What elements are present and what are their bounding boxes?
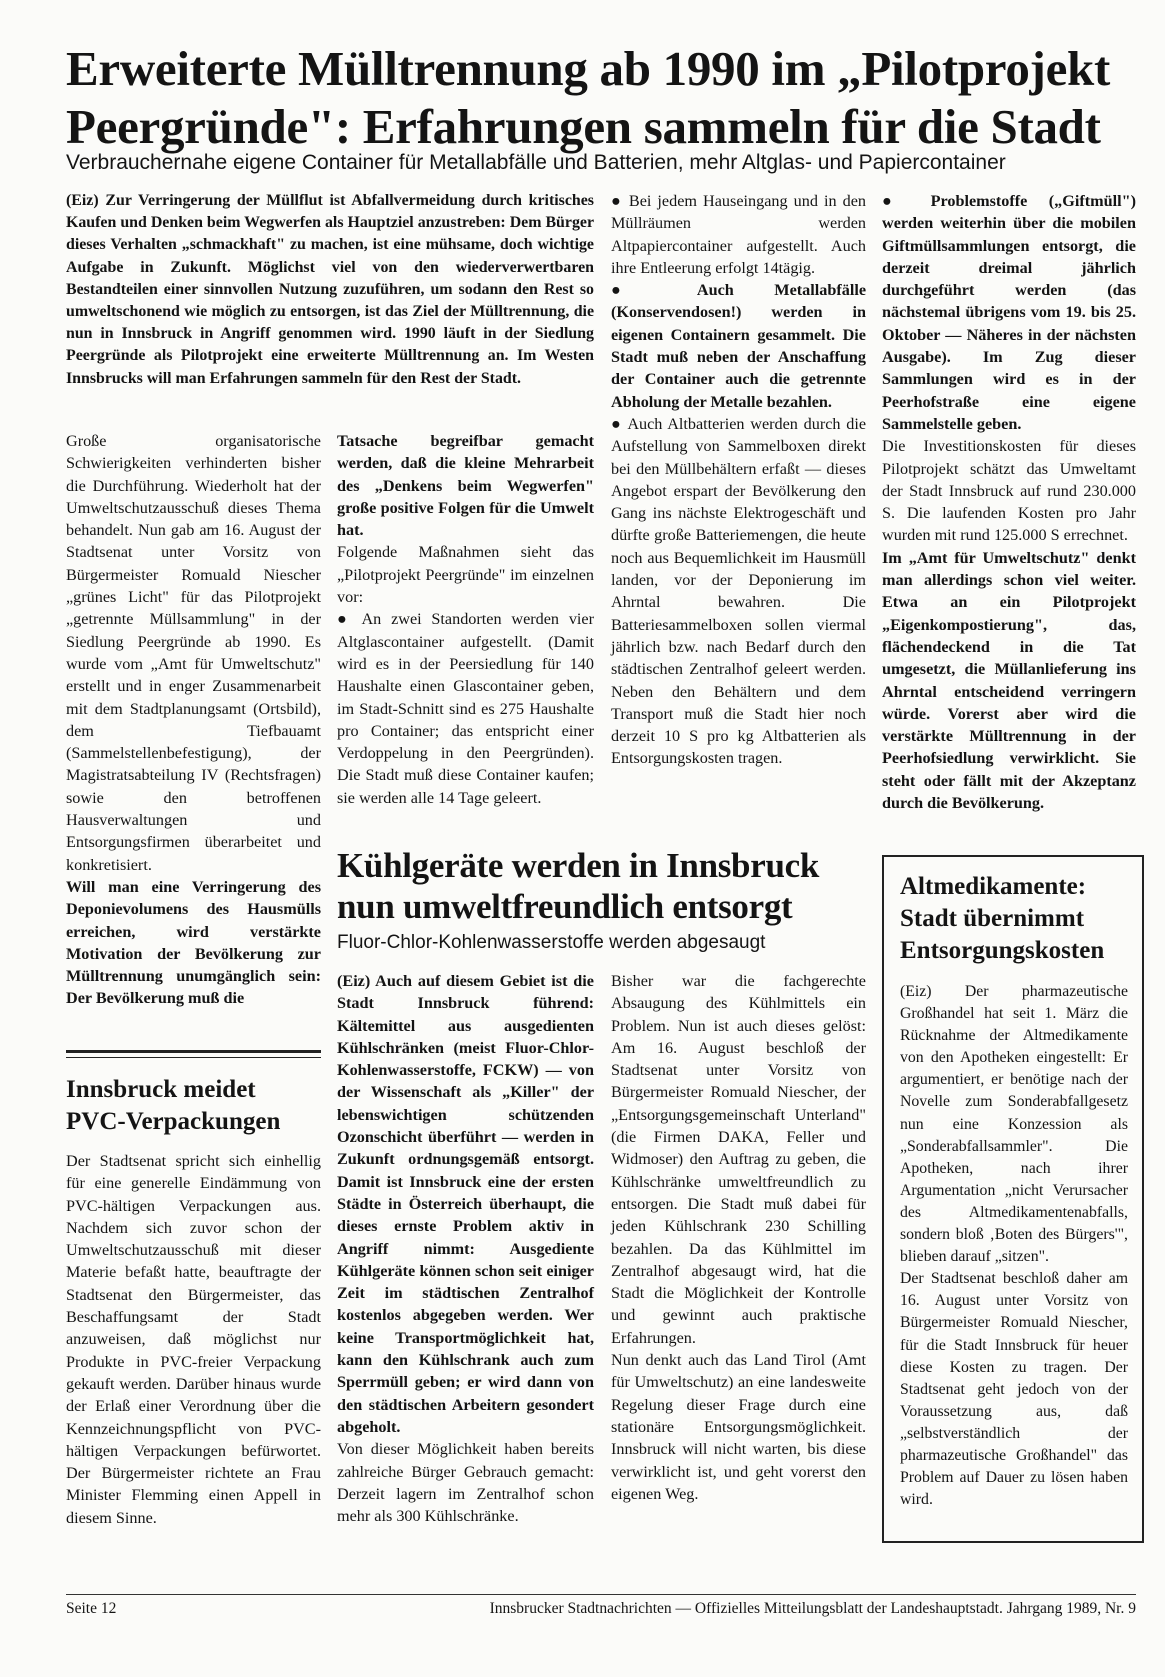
fridge-paragraph-4: Nun denkt auch das Land Tirol (Amt für Umweltschutz) an eine landesweite Regelung dieser Frage durch eine stationäre Entsorgungsmöglichkeit. Innsbruck will nicht warten, bis diese verwirklicht ist, und geht vorerst den eigenen Weg.	[611, 1351, 866, 1503]
medicine-paragraph-2: Der Stadtsenat beschloß daher am 16. August unter Vorsitz von Bürgermeister Romuald Niescher, für die Stadt Innsbruck für heuer diese Kosten zu tragen. Der Stadtsenat geht jedoch von der Voraussetzung aus, daß „selbstverständlich der pharmazeutische Großhandel" das Problem auf Dauer zu lösen haben wird.	[900, 1270, 1128, 1509]
bullet-icon: ●	[611, 281, 658, 300]
subheadline: Verbrauchernahe eigene Container für Metallabfälle und Batterien, mehr Altglas- und Papiercontainer	[66, 151, 1006, 174]
headline-line-2: Peergründe": Erfahrungen sammeln für die Stadt	[66, 99, 1101, 154]
pvc-paragraph: Der Stadtsenat spricht sich einhellig für eine generelle Eindämmung von PVC-hältigen Verpackungen aus. Nachdem sich zuvor schon der Umweltschutzausschuß mit dieser Materie befaßt hatte, beauftragte der Stadtsenat den Bürgermeister, das Beschaffungsamt der Stadt anzuweisen, daß möglichst nur Produkte in PVC-freier Verpackung gekauft werden. Darüber hinaus wurde der Erlaß einer Verordnung über die Kennzeichnungspflicht von PVC-hältigen Verpackungen befürwortet. Der Bürgermeister richtete an Frau Minister Flemming einen Appell in diesem Sinne.	[66, 1152, 321, 1527]
medicine-title: Altmedikamente: Stadt übernimmt Entsorgungskosten	[900, 873, 1105, 964]
col4-paragraph-2: Die Investitionskosten für dieses Pilotprojekt schätzt das Umweltamt der Stadt Innsbruck auf rund 230.000 S. Die laufenden Kosten pro Jahr wurden mit rund 125.000 S errechnet.	[882, 437, 1136, 545]
fridge-column-1	[337, 970, 594, 1527]
col2-paragraph-1: Tatsache begreifbar gemacht werden, daß die kleine Mehrarbeit des „Denkens beim Wegwerfen" große positive Folgen für die Umwelt hat.	[337, 432, 594, 540]
medicine-body	[900, 981, 1128, 1511]
col4-paragraph-3: Im „Amt für Umweltschutz" denkt man allerdings schon viel weiter. Etwa an ein Pilotprojekt „Eigenkompostierung", das, flächendeckend in die Tat umgesetzt, die Müllanlieferung ins Ahrntal entscheidend verringern würde. Vorerst aber wird die verstärkte Mülltrennung in der Peerhofsiedlung verwirklicht. Sie steht oder fällt mit der Akzeptanz durch die Bevölkerung.	[882, 548, 1136, 813]
fridge-paragraph-2: Von dieser Möglichkeit haben bereits zahlreiche Bürger Gebrauch gemacht: Derzeit lagern im Zentralhof schon mehr als 300 Kühlschränke.	[337, 1440, 594, 1526]
divider	[66, 1050, 321, 1053]
pvc-body	[66, 1150, 321, 1529]
divider	[66, 1057, 321, 1058]
fridge-column-2	[611, 970, 866, 1505]
fridge-paragraph-3: Bisher war die fachgerechte Absaugung des Kühlmittels ein Problem. Nun ist auch dieses gelöst: Am 16. August beschloß der Stadtsenat unter Vorsitz von Bürgermeister Romuald Niescher, der „Entsorgungsgemeinschaft Unterland" (die Firmen DAKA, Feller und Widmoser) den Auftrag zu geben, die Kühlschränke umweltfreundlich zu entsorgen. Die Stadt muß dabei für jeden Kühlschrank 230 Schilling bezahlen. Da das Kühlmittel im Zentralhof abgesaugt wird, hat die Stadt die Möglichkeit der Kontrolle und gewinnt auch praktische Erfahrungen.	[611, 972, 866, 1347]
page-number: Seite 12	[66, 1600, 117, 1617]
column-4	[882, 190, 1136, 814]
page-footer	[66, 1594, 1136, 1619]
col1-paragraph-1: Große organisatorische Schwierigkeiten verhinderten bisher die Durchführung. Wiederholt hat der Umweltschutzausschuß dieses Thema behandelt. Nun gab am 16. August der Stadtsenat unter Vorsitz von Bürgermeister Romuald Niescher „grünes Licht" für das Pilotprojekt „getrennte Müllsammlung" in der Siedlung Peergründe ab 1990. Es wurde vom „Amt für Umweltschutz" erstellt und in enger Zusammenarbeit mit dem Stadtplanungsamt (Ortsbild), dem Tiefbauamt (Sammelstellenbefestigung), der Magistratsabteilung IV (Rechtsfragen) sowie den betroffenen Hausverwaltungen und Entsorgungsfirmen überarbeitet und konkretisiert.	[66, 432, 321, 874]
col3-paragraph-3: ● Auch Altbatterien werden durch die Aufstellung von Sammelboxen direkt bei den Müllbehältern erfaßt — dieses Angebot erspart der Bevölkerung den Gang ins nächste Elektrogeschäft und dürfte große Batteriemengen, die heute noch aus Bequemlichkeit im Hausmüll landen, vor der Deponierung im Ahrntal bewahren. Die Batteriesammelboxen sollen viermal jährlich bzw. nach Bedarf durch den städtischen Zentralhof geleert werden. Neben den Behältern und dem Transport muß die Stadt hier noch derzeit 10 S pro kg Altbatterien als Entsorgungskosten tragen.	[611, 414, 866, 768]
col2-paragraph-2: Folgende Maßnahmen sieht das „Pilotprojekt Peergründe" im einzelnen vor:	[337, 543, 594, 607]
fridge-title: Kühlgeräte werden in Innsbruck nun umweltfreundlich entsorgt	[337, 846, 820, 926]
column-2	[337, 430, 594, 809]
pvc-article	[66, 1050, 321, 1529]
bullet-icon: ●	[882, 192, 910, 210]
headline-line-1: Erweiterte Mülltrennung ab 1990 im „Pilotprojekt	[66, 41, 1110, 96]
fridge-subtitle: Fluor-Chlor-Kohlenwasserstoffe werden abgesaugt	[337, 932, 766, 953]
column-1	[66, 430, 321, 1010]
bullet-icon: ●	[337, 610, 353, 629]
bullet-icon: ●	[611, 414, 623, 433]
col3-paragraph-2: ● Auch Metallabfälle (Konservendosen!) werden in eigenen Containern gesammelt. Die Stadt muß neben der Anschaffung der Container auch die getrennte Abholung der Metalle bezahlen.	[611, 281, 867, 411]
bullet-icon: ●	[611, 192, 623, 210]
headline	[66, 40, 1136, 156]
col4-paragraph-1: ● Problemstoffe („Giftmüll") werden weiterhin über die mobilen Giftmüllsammlungen entsorgt, die derzeit dreimal jährlich durchgeführt werden (das nächstemal übrigens vom 19. bis 25. Oktober — Näheres in der nächsten Ausgabe). Im Zug dieser Sammlungen wird es in der Peerhofstraße eine eigene Sammelstelle geben.	[882, 192, 1137, 433]
fridge-paragraph-1: (Eiz) Auch auf diesem Gebiet ist die Stadt Innsbruck führend: Kältemittel aus ausgedienten Kühlschränken (meist Fluor-Chlor-Kohlenwasserstoffe, FCKW) — von der Wissenschaft als „Killer" der lebenswichtigen schützenden Ozonschicht überführt — werden in Zukunft ordnungsgemäß entsorgt. Damit ist Innsbruck eine der ersten Städte in Österreich überhaupt, die dieses ernste Problem aktiv in Angriff nimmt: Ausgediente Kühlgeräte können schon seit einiger Zeit im städtischen Zentralhof kostenlos abgegeben werden. Wer keine Transportmöglichkeit hat, kann den Kühlschrank auch zum Sperrmüll geben; er wird dann von den städtischen Arbeitern gesondert abgeholt.	[337, 972, 594, 1436]
medicine-box	[882, 855, 1144, 1543]
lead-text: (Eiz) Zur Verringerung der Müllflut ist Abfallvermeidung durch kritisches Kaufen und Denken beim Wegwerfen als Hauptziel anzustreben: Dem Bürger dieses Verhalten „schmackhaft" zu machen, ist eine mühsame, doch wichtige Aufgabe in Zukunft. Möglichst viel von den wiederverwertbaren Bestandteilen einer sinnvollen Nutzung zuzuführen, um sodann den Rest so umweltschonend wie möglich zu entsorgen, ist das Ziel der Mülltrennung, die nun in Innsbruck in Angriff genommen wird. 1990 läuft in der Siedlung Peergründe als Pilotprojekt eine erweiterte Mülltrennung an. Im Westen Innsbrucks will man Erfahrungen sammeln für den Rest der Stadt.	[66, 192, 594, 387]
col2-paragraph-3: ● An zwei Standorten werden vier Altglascontainer aufgestellt. (Damit wird es in der Peersiedlung für 140 Haushalte einen Glascontainer geben, im Stadt-Schnitt sind es 275 Haushalte pro Container; das entspricht einer Verdoppelung in den Peergründen). Die Stadt muß diese Container kaufen; sie werden alle 14 Tage geleert.	[337, 610, 594, 807]
pvc-title: Innsbruck meidet PVC-Verpackungen	[66, 1076, 281, 1135]
column-3	[611, 190, 866, 770]
medicine-paragraph-1: (Eiz) Der pharmazeutische Großhandel hat seit 1. März die Rücknahme der Altmedikamente von den Apotheken eingestellt: Er argumentiert, er benötige nach der Novelle zum Sonderabfallgesetz nun eine Konzession als „Sonderabfallsammler". Die Apotheken, nach ihrer Argumentation „nicht Verursacher des Altmedikamentenabfalls, sondern bloß ‚Boten des Bürgers'", blieben darauf „sitzen".	[900, 983, 1128, 1266]
fridge-article	[337, 845, 866, 955]
lead-paragraph	[66, 190, 594, 390]
col3-paragraph-1: ● Bei jedem Hauseingang und in den Müllräumen werden Altpapiercontainer aufgestellt. Auch ihre Entleerung erfolgt 14tägig.	[611, 192, 867, 277]
col1-paragraph-2: Will man eine Verringerung des Deponievolumens des Hausmülls erreichen, wird verstärkte Motivation der Bevölkerung zur Mülltrennung unumgänglich sein: Der Bevölkerung muß die	[66, 877, 321, 1008]
publication-info: Innsbrucker Stadtnachrichten — Offizielles Mitteilungsblatt der Landeshauptstadt. Jahrgang 1989, Nr. 9	[489, 1600, 1136, 1617]
